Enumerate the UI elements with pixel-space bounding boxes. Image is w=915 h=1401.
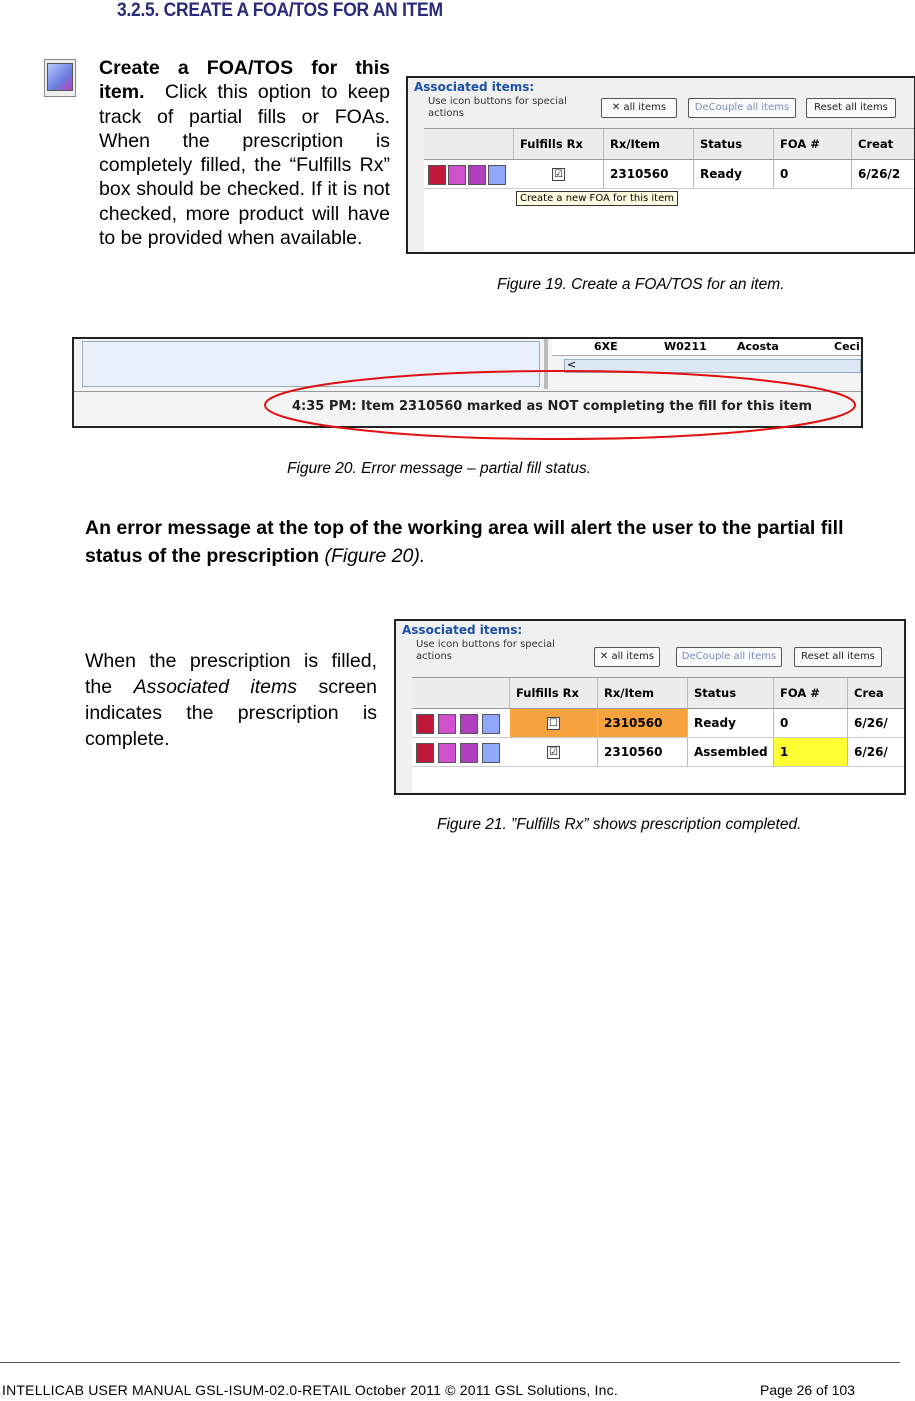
reset-all-button[interactable]: Reset all items xyxy=(794,647,882,667)
created-value: 6/26/ xyxy=(848,709,906,737)
figure-19-screenshot xyxy=(406,76,915,254)
fulfills-rx-checkbox[interactable]: ☑ xyxy=(552,168,565,181)
associated-items-ref: Associated items xyxy=(133,676,298,698)
split-icon[interactable] xyxy=(460,743,478,763)
col-foa: FOA # xyxy=(774,678,848,708)
highlight-ellipse xyxy=(250,350,875,446)
scroll-left-icon[interactable]: < xyxy=(567,358,577,371)
created-value: 6/26/ xyxy=(848,738,906,766)
col-created: Creat xyxy=(852,129,915,159)
footer-divider xyxy=(0,1362,900,1363)
footer-text: INTELLICAB USER MANUAL GSL-ISUM-02.0-RETAIL October 2011 © 2011 GSL Solutions, Inc. xyxy=(2,1382,618,1398)
associated-items-subtitle: Use icon buttons for special actions xyxy=(416,639,555,662)
new-foa-icon[interactable] xyxy=(482,714,500,734)
associated-items-subtitle: Use icon buttons for special actions xyxy=(428,96,567,119)
rx-item-value: 2310560 xyxy=(598,709,688,737)
split-icon[interactable] xyxy=(468,165,486,185)
decouple-all-button[interactable]: DeCouple all items xyxy=(688,98,796,118)
items-grid xyxy=(412,677,904,792)
figure-19-caption: Figure 19. Create a FOA/TOS for an item. xyxy=(497,276,785,293)
figure-21-screenshot xyxy=(394,619,906,795)
new-foa-icon[interactable] xyxy=(482,743,500,763)
decouple-all-button[interactable]: DeCouple all items xyxy=(676,647,782,667)
status-message: 4:35 PM: Item 2310560 marked as NOT completing the fill for this item xyxy=(292,399,813,414)
new-foa-icon[interactable] xyxy=(488,165,506,185)
fulfills-rx-checkbox[interactable]: ☐ xyxy=(547,717,560,730)
split-icon[interactable] xyxy=(460,714,478,734)
cancel-icon[interactable] xyxy=(438,743,456,763)
status-value: Ready xyxy=(694,160,774,188)
figure-21-caption: Figure 21. ”Fulfills Rx” shows prescription completed. xyxy=(437,816,802,833)
fulfills-rx-checkbox[interactable]: ☑ xyxy=(547,746,560,759)
grid-cell: Ceci xyxy=(834,340,860,353)
foa-value: 0 xyxy=(774,160,852,188)
grid-cell: Acosta xyxy=(737,340,779,353)
created-value: 6/26/2 xyxy=(852,160,915,188)
col-foa: FOA # xyxy=(774,129,852,159)
cabinet-icon[interactable] xyxy=(416,743,434,763)
col-created: Crea xyxy=(848,678,906,708)
intro-paragraph xyxy=(85,56,390,250)
items-grid xyxy=(424,128,914,251)
table-row[interactable] xyxy=(412,738,904,767)
col-status: Status xyxy=(694,129,774,159)
col-fulfills-rx: Fulfills Rx xyxy=(510,678,598,708)
tooltip: Create a new FOA for this item xyxy=(516,191,678,206)
cancel-icon[interactable] xyxy=(448,165,466,185)
intro-text: Click this option to keep track of partial fills or FOAs. When the prescription is completely filled, the “Fulfills Rx” box should be checked. If it is not checked, more product will have to be provided when available. xyxy=(99,81,390,250)
completed-paragraph: When the prescription is filled, the Associated items screen indicates the prescription is complete. xyxy=(85,650,378,750)
col-rx-item: Rx/Item xyxy=(598,678,688,708)
table-row[interactable] xyxy=(424,160,914,189)
foa-value: 0 xyxy=(774,709,848,737)
status-value: Assembled xyxy=(688,738,774,766)
grid-cell: W0211 xyxy=(664,340,707,353)
alert-paragraph xyxy=(85,514,865,570)
create-foa-icon xyxy=(44,59,76,97)
section-heading: 3.2.5. CREATE A FOA/TOS FOR AN ITEM xyxy=(117,0,443,21)
page-number: Page 26 of 103 xyxy=(760,1382,855,1398)
foa-value: 1 xyxy=(774,738,848,766)
figure-20-caption: Figure 20. Error message – partial fill status. xyxy=(287,460,592,477)
col-fulfills-rx: Fulfills Rx xyxy=(514,129,604,159)
figure-ref: (Figure 20). xyxy=(324,545,426,567)
col-rx-item: Rx/Item xyxy=(604,129,694,159)
associated-items-title: Associated items: xyxy=(414,80,535,94)
cabinet-icon[interactable] xyxy=(428,165,446,185)
intro-bold: Create a FOA/TOS for this item. xyxy=(99,57,390,104)
all-items-button[interactable]: ✕ all items xyxy=(601,98,677,118)
rx-item-value: 2310560 xyxy=(598,738,688,766)
col-status: Status xyxy=(688,678,774,708)
table-row[interactable] xyxy=(412,709,904,738)
associated-items-title: Associated items: xyxy=(402,623,523,637)
cancel-icon[interactable] xyxy=(438,714,456,734)
rx-item-value: 2310560 xyxy=(604,160,694,188)
reset-all-button[interactable]: Reset all items xyxy=(806,98,896,118)
grid-cell: 6XE xyxy=(594,340,618,353)
status-value: Ready xyxy=(688,709,774,737)
alert-text: An error message at the top of the working area will alert the user to the partial fill status of the prescription xyxy=(85,517,844,567)
cabinet-icon[interactable] xyxy=(416,714,434,734)
all-items-button[interactable]: ✕ all items xyxy=(594,647,660,667)
